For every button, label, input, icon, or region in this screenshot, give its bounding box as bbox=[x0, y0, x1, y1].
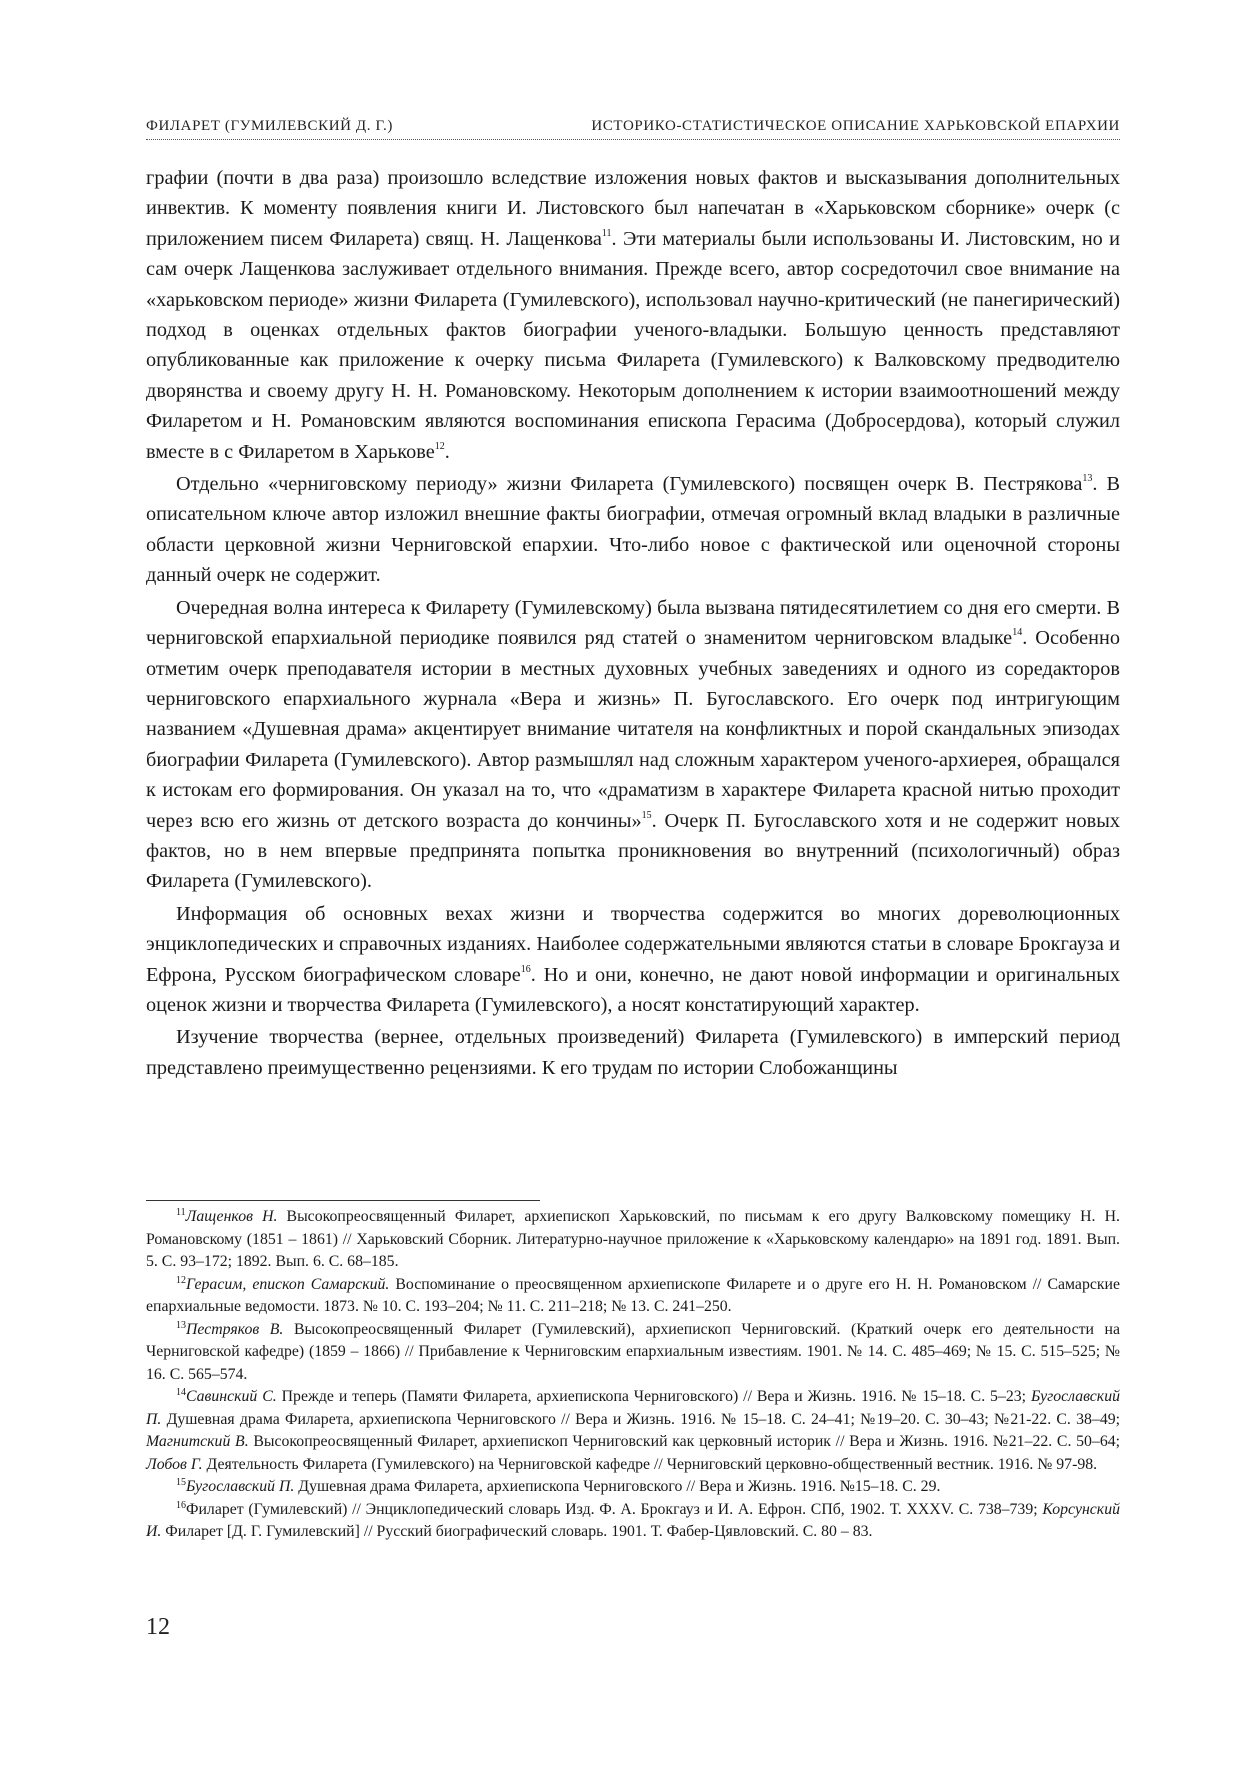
paragraph: Информация об основных вехах жизни и творчества содержится во многих дореволюционных энциклопедических и справочных изданиях. Наиболее содержательными являются статьи в словаре Брокгауза и Ефрона, Русском биографическом словаре$^{16}$. Но и они, конечно, не дают новой информации и оригинальных оценок жизни и творчества Филарета (Гумилевского), а носят констатирующий характер. bbox=[146, 902, 1120, 1016]
footnote: $^{16}$Филарет (Гумилевский) // Энциклопедический словарь Изд. Ф. А. Брокгауз и И. А. Ефрон. СПб, 1902. Т. XXXV. С. 738–739; Корсунский И. Филарет [Д. Г. Гумилевский] // Русский биографический словарь. 1901. Т. Фабер-Цявловский. С. 80 – 83. bbox=[146, 1499, 1120, 1540]
footnote-marker[interactable]: 11 bbox=[601, 227, 612, 239]
main-text bbox=[146, 163, 1120, 1083]
paragraph: Отдельно «черниговскому периоду» жизни Филарета (Гумилевского) посвящен очерк В. Пестрякова$^{13}$. В описательном ключе автор изложил внешние факты биографии, отмечая огромный вклад владыки в различные области церковной жизни Черниговской епархии. Что-либо новое с фактической или оценочной стороны данный очерк не содержит. bbox=[146, 473, 1120, 587]
page-number: 12 bbox=[146, 1614, 170, 1640]
paragraph: Изучение творчества (вернее, отдельных произведений) Филарета (Гумилевского) в имперский период представлено преимущественно рецензиями. К его трудам по истории Слобожанщины bbox=[146, 1026, 1120, 1079]
footnote-marker[interactable]: 13 bbox=[1082, 473, 1093, 485]
footnote-marker[interactable]: 15 bbox=[641, 809, 652, 821]
paragraph: Очередная волна интереса к Филарету (Гумилевскому) была вызвана пятидесятилетием со дня его смерти. В черниговской епархиальной периодике появился ряд статей о знаменитом черниговском владыке$^{14}$. Особенно отметим очерк преподавателя истории в местных духовных учебных заведениях и одного из соредакторов черниговского епархиального журнала «Вера и жизнь» П. Бугославского. Его очерк под интригующим названием «Душевная драма» акцентирует внимание читателя на конфликтных и порой скандальных эпизодах биографии Филарета (Гумилевского). Автор размышлял над сложным характером ученого-архиерея, обращался к истокам его формирования. Он указал на то, что «драматизм в характере Филарета красной нитью проходит через всю его жизнь от детского возраста до кончины»$^{15}$. Очерк П. Бугославского хотя и не содержит новых фактов, но в нем впервые предпринята попытка проникновения во внутренний (психологичный) образ Филарета (Гумилевского). bbox=[146, 596, 1120, 893]
footnote-marker[interactable]: 14 bbox=[1012, 627, 1023, 639]
footnote: $^{13}$Пестряков В. Высокопреосвященный Филарет (Гумилевский), архиепископ Черниговский. (Краткий очерк его деятельности на Черниговской кафедре) (1859 – 1866) // Прибавление к Черниговским епархиальным известиям. 1901. № 14. С. 485–469; № 15. С. 515–525; № 16. С. 565–574. bbox=[146, 1319, 1120, 1383]
paragraph: графии (почти в два раза) произошло вследствие изложения новых фактов и высказывания дополнительных инвектив. К моменту появления книги И. Листовского был напечатан в «Харьковском сборнике» очерк (с приложением писем Филарета) свящ. Н. Лащенкова$^{11}$. Эти материалы были использованы И. Листовским, но и сам очерк Лащенкова заслуживает отдельного внимания. Прежде всего, автор сосредоточил свое внимание на «харьковском периоде» жизни Филарета (Гумилевского), использовал научно-критический (не панегирический) подход в оценках отдельных фактов биографии ученого-владыки. Большую ценность представляют опубликованные как приложение к очерку письма Филарета (Гумилевского) к Валковскому предводителю дворянства и своему другу Н. Н. Романовскому. Некоторым дополнением к истории взаимоотношений между Филаретом и Н. Романовским являются воспоминания епископа Герасима (Добросердова), который служил вместе в с Филаретом в Харькове$^{12}$. bbox=[146, 167, 1120, 463]
footnote-separator bbox=[146, 1200, 540, 1201]
footnote-marker[interactable]: 16 bbox=[520, 963, 531, 975]
running-head-right: ИСТОРИКО-СТАТИСТИЧЕСКОЕ ОПИСАНИЕ ХАРЬКОВСКОЙ ЕПАРХИИ bbox=[591, 118, 1120, 134]
footnote: $^{11}$Лащенков Н. Высокопреосвященный Филарет, архиепископ Харьковский, по письмам к его другу Валковскому помещику Н. Н. Романовскому (1851 – 1861) // Харьковский Сборник. Литературно-научное приложение к «Харьковскому календарю» на 1891 год. 1891. Вып. 5. С. 93–172; 1892. Вып. 6. С. 68–185. bbox=[146, 1207, 1120, 1270]
running-head-left: ФИЛАРЕТ (ГУМИЛЕВСКИЙ Д. Г.) bbox=[146, 118, 393, 134]
footnote: $^{14}$Савинский С. Прежде и теперь (Памяти Филарета, архиепископа Черниговского) // Вера и Жизнь. 1916. № 15–18. С. 5–23; Бугославский П. Душевная драма Филарета, архиепископа Черниговского // Вера и Жизнь. 1916. № 15–18. С. 24–41; №19–20. С. 30–43; №21-22. С. 38–49; Магнитский В. Высокопреосвященный Филарет, архиепископ Черниговский как церковный историк // Вера и Жизнь. 1916. №21–22. С. 50–64; Лобов Г. Деятельность Филарета (Гумилевского) на Черниговской кафедре // Черниговский церковно-общественный вестник. 1916. № 97-98. bbox=[146, 1387, 1121, 1473]
footnote: $^{12}$Герасим, епископ Самарский. Воспоминание о преосвященном архиепископе Филарете и о друге его Н. Н. Романовском // Самарские епархиальные ведомости. 1873. № 10. С. 193–204; № 11. С. 211–218; № 13. С. 241–250. bbox=[146, 1274, 1120, 1315]
footnotes bbox=[146, 1206, 1120, 1544]
footnote-marker[interactable]: 12 bbox=[434, 440, 445, 452]
running-head bbox=[146, 118, 1120, 140]
footnote: $^{15}$Бугославский П. Душевная драма Филарета, архиепископа Черниговского // Вера и Жизнь. 1916. №15–18. С. 29. bbox=[176, 1477, 941, 1495]
